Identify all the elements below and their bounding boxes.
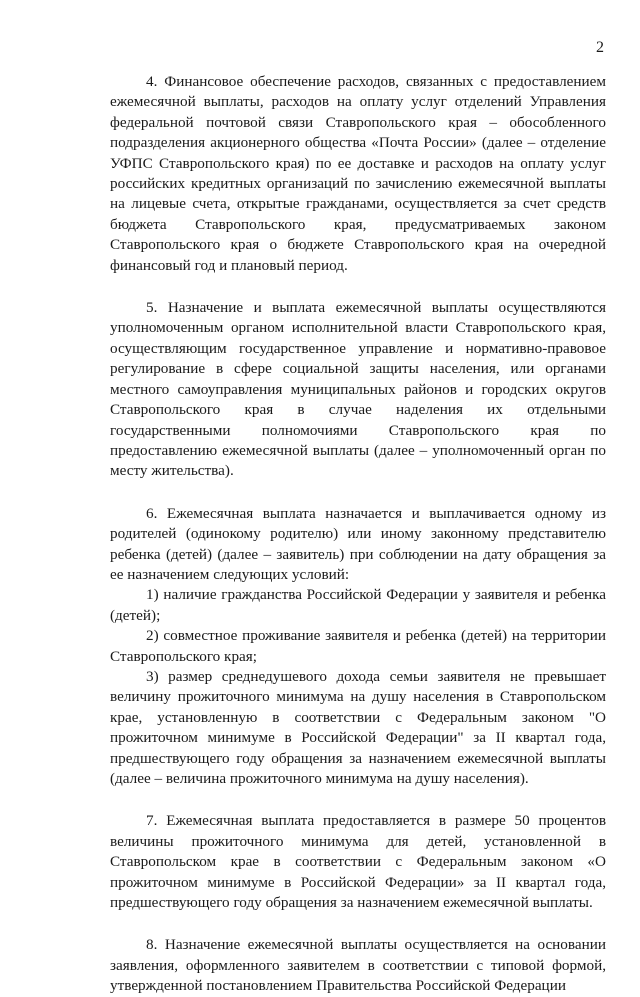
paragraph-6-item-3: 3) размер среднедушевого дохода семьи заявителя не превышает величину прожиточного минимума на душу населения в Ставропольском крае, установленную в соответствии с Федеральным законом "О прожиточном минимуме в Российской Федерации" за II квартал года, предшествующего году обращения за назначением ежемесячной выплаты (далее – величина прожиточного минимума на душу населения). — [110, 667, 606, 787]
paragraph-8: 8. Назначение ежемесячной выплаты осуществляется на основании заявления, оформленного заявителем в соответствии с типовой формой, утвержденной постановлением Правительства Российской Федерации — [110, 936, 606, 995]
document-body — [110, 72, 606, 997]
paragraph-6-item-2: 2) совместное проживание заявителя и ребенка (детей) на территории Ставропольского края; — [110, 627, 606, 665]
paragraph-4: 4. Финансовое обеспечение расходов, связанных с предоставлением ежемесячной выплаты, расходов на оплату услуг отделений Управления федеральной почтовой связи Ставропольского края – обособленного подразделения акционерного общества «Почта России» (далее – отделение УФПС Ставропольского края) по ее доставке и расходов на оплату услуг российских кредитных организаций по зачислению ежемесячной выплаты на лицевые счета, открытые гражданами, осуществляется за счет средств бюджета Ставропольского края, предусматриваемых законом Ставропольского края о бюджете Ставропольского края на очередной финансовый год и плановый период. — [110, 73, 606, 274]
paragraph-5: 5. Назначение и выплата ежемесячной выплаты осуществляются уполномоченным органом исполнительной власти Ставропольского края, осуществляющим государственное управление и нормативно-правовое регулирование в сфере социальной защиты населения, или органами местного самоуправления муниципальных районов и городских округов Ставропольского края в случае наделения их отдельными государственными полномочиями Ставропольского края по предоставлению ежемесячной выплаты (далее – уполномоченный орган по месту жительства). — [110, 299, 606, 480]
page-number: 2 — [596, 39, 604, 56]
paragraph-7: 7. Ежемесячная выплата предоставляется в размере 50 процентов величины прожиточного минимума для детей, установленной в Ставропольском крае в соответствии с Федеральным законом «О прожиточном минимуме в Российской Федерации» за II квартал года, предшествующего году обращения за назначением ежемесячной выплаты. — [110, 812, 606, 912]
paragraph-6: 6. Ежемесячная выплата назначается и выплачивается одному из родителей (одинокому родителю) или иному законному представителю ребенка (детей) (далее – заявитель) при соблюдении на дату обращения за ее назначением следующих условий: — [110, 504, 606, 583]
paragraph-6-item-1: 1) наличие гражданства Российской Федерации у заявителя и ребенка (детей); — [110, 586, 606, 624]
